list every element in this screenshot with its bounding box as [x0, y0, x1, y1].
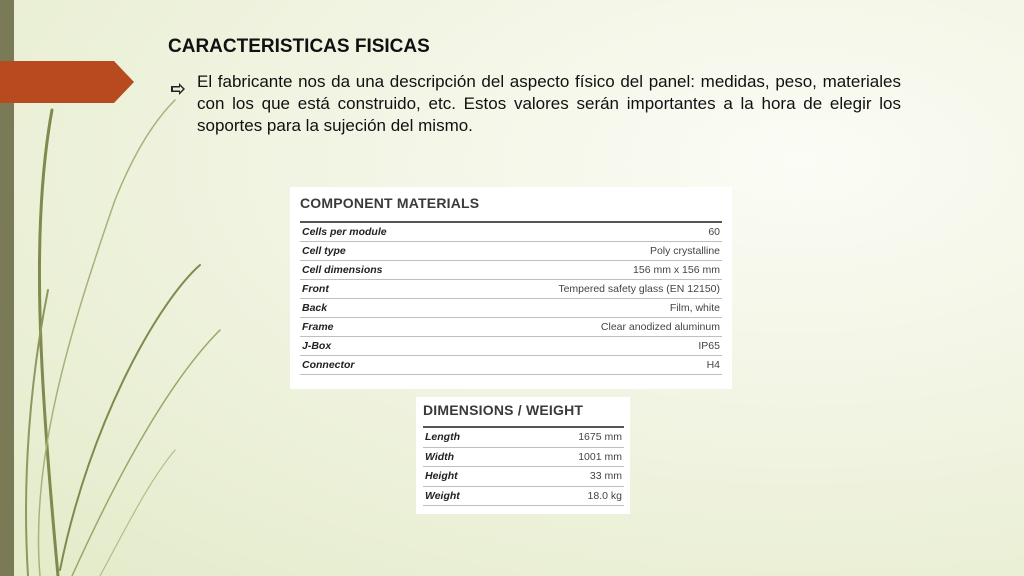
component-materials-rows — [300, 221, 722, 375]
table-row — [300, 242, 722, 261]
title-arrow-marker — [0, 61, 134, 103]
row-value: H4 — [706, 359, 720, 371]
row-label: Length — [425, 431, 460, 444]
dimensions-weight-title: DIMENSIONS / WEIGHT — [423, 402, 584, 418]
row-label: Weight — [425, 489, 460, 502]
component-materials-title: COMPONENT MATERIALS — [300, 195, 480, 211]
table-row — [300, 223, 722, 242]
row-value: Poly crystalline — [649, 245, 720, 257]
row-label: Height — [425, 470, 458, 483]
row-value: 1675 mm — [578, 431, 622, 444]
table-row — [300, 318, 722, 337]
row-label: Connector — [302, 359, 355, 371]
row-value: 18.0 kg — [587, 489, 622, 502]
row-value: Film, white — [669, 302, 720, 314]
table-row — [423, 467, 624, 487]
slide-title: CARACTERISTICAS FISICAS — [168, 36, 430, 57]
row-value: 1001 mm — [578, 450, 622, 463]
table-row — [300, 337, 722, 356]
table-row — [300, 356, 722, 375]
row-label: Back — [302, 302, 328, 314]
row-value: 33 mm — [589, 470, 622, 483]
row-label: Frame — [302, 321, 334, 333]
row-value: Tempered safety glass (EN 12150) — [558, 283, 720, 295]
bullet-paragraph: El fabricante nos da una descripción del aspecto físico del panel: medidas, peso, materiales con los que está construido, etc. Estos valores serán importantes a la hora de elegir los soportes para la sujeción del mismo. — [197, 72, 901, 135]
row-label: Cells per module — [302, 226, 387, 238]
component-materials-table — [290, 187, 732, 389]
row-value: Clear anodized aluminum — [600, 321, 720, 333]
row-value: 60 — [708, 226, 720, 238]
table-row — [423, 448, 624, 468]
row-label: J-Box — [302, 340, 332, 352]
table-row — [423, 487, 624, 507]
dimensions-weight-table — [416, 397, 630, 514]
table-row — [300, 261, 722, 280]
table-row — [423, 428, 624, 448]
table-row — [300, 280, 722, 299]
row-value: 156 mm x 156 mm — [633, 264, 720, 276]
row-label: Cell type — [302, 245, 346, 257]
row-label: Width — [425, 450, 455, 463]
row-label: Front — [302, 283, 329, 295]
table-row — [300, 299, 722, 318]
dimensions-weight-rows — [423, 426, 624, 506]
row-value: IP65 — [698, 340, 720, 352]
arrow-bullet-icon — [170, 83, 186, 95]
row-label: Cell dimensions — [302, 264, 383, 276]
